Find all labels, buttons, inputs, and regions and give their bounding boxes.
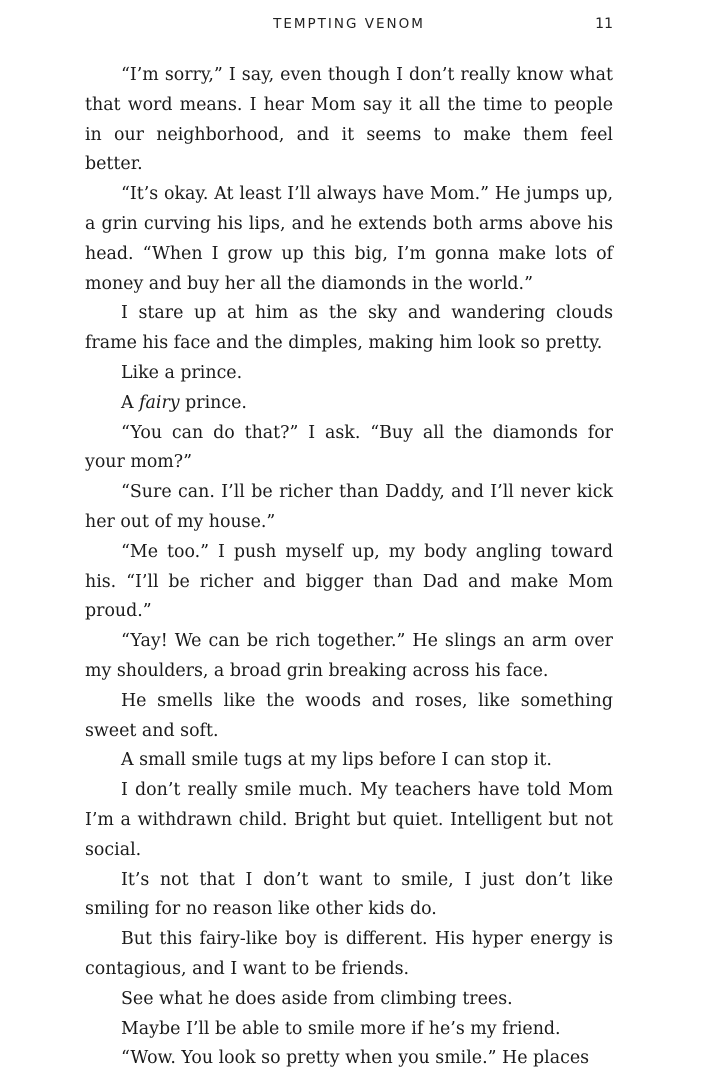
paragraph: “You can do that?” I ask. “Buy all the diamonds for your mom?” bbox=[85, 422, 613, 473]
paragraph: I stare up at him as the sky and wandering clouds frame his face and the dimples, making him look so pretty. bbox=[85, 303, 613, 354]
paragraph: “It’s okay. At least I’ll always have Mom.” He jumps up, a grin curving his lips, and he extends both arms above his head. “When I grow up this big, I’m gonna make lots of money and buy her all the diamonds in the world.” bbox=[85, 184, 613, 294]
paragraph: “Me too.” I push myself up, my body angling toward his. “I’ll be richer and bigger than Dad and make Mom proud.” bbox=[85, 541, 613, 622]
paragraph: He smells like the woods and roses, like something sweet and soft. bbox=[85, 690, 613, 741]
paragraph: It’s not that I don’t want to smile, I just don’t like smiling for no reason like other kids do. bbox=[85, 869, 613, 920]
paragraph: I don’t really smile much. My teachers have told Mom I’m a withdrawn child. Bright but quiet. Intelligent but not social. bbox=[85, 780, 613, 860]
paragraph-text: prince. bbox=[179, 392, 247, 413]
paragraph: Maybe I’ll be able to smile more if he’s my friend. bbox=[121, 1018, 561, 1039]
paragraph: “I’m sorry,” I say, even though I don’t really know what that word means. I hear Mom say it all the time to people in our neighborhood, and it seems to make them feel better. bbox=[85, 65, 613, 175]
paragraph-text: A bbox=[121, 392, 140, 413]
body-text bbox=[85, 61, 613, 1074]
paragraph: But this fairy-like boy is different. His hyper energy is contagious, and I want to be friends. bbox=[85, 929, 613, 979]
paragraph: Like a prince. bbox=[121, 362, 243, 383]
italic-text: fairy bbox=[139, 392, 180, 413]
paragraph: “Wow. You look so pretty when you smile.” He places bbox=[121, 1048, 590, 1069]
page-number: 11 bbox=[595, 16, 613, 32]
running-header bbox=[85, 14, 613, 34]
paragraph: See what he does aside from climbing trees. bbox=[121, 988, 513, 1009]
paragraph bbox=[85, 389, 613, 419]
paragraph: “Sure can. I’ll be richer than Daddy, and I’ll never kick her out of my house.” bbox=[85, 482, 613, 532]
running-title: TEMPTING VENOM bbox=[273, 16, 425, 32]
paragraph: A small smile tugs at my lips before I can stop it. bbox=[121, 750, 552, 771]
paragraph: “Yay! We can be rich together.” He slings an arm over my shoulders, a broad grin breaking across his face. bbox=[85, 631, 613, 681]
